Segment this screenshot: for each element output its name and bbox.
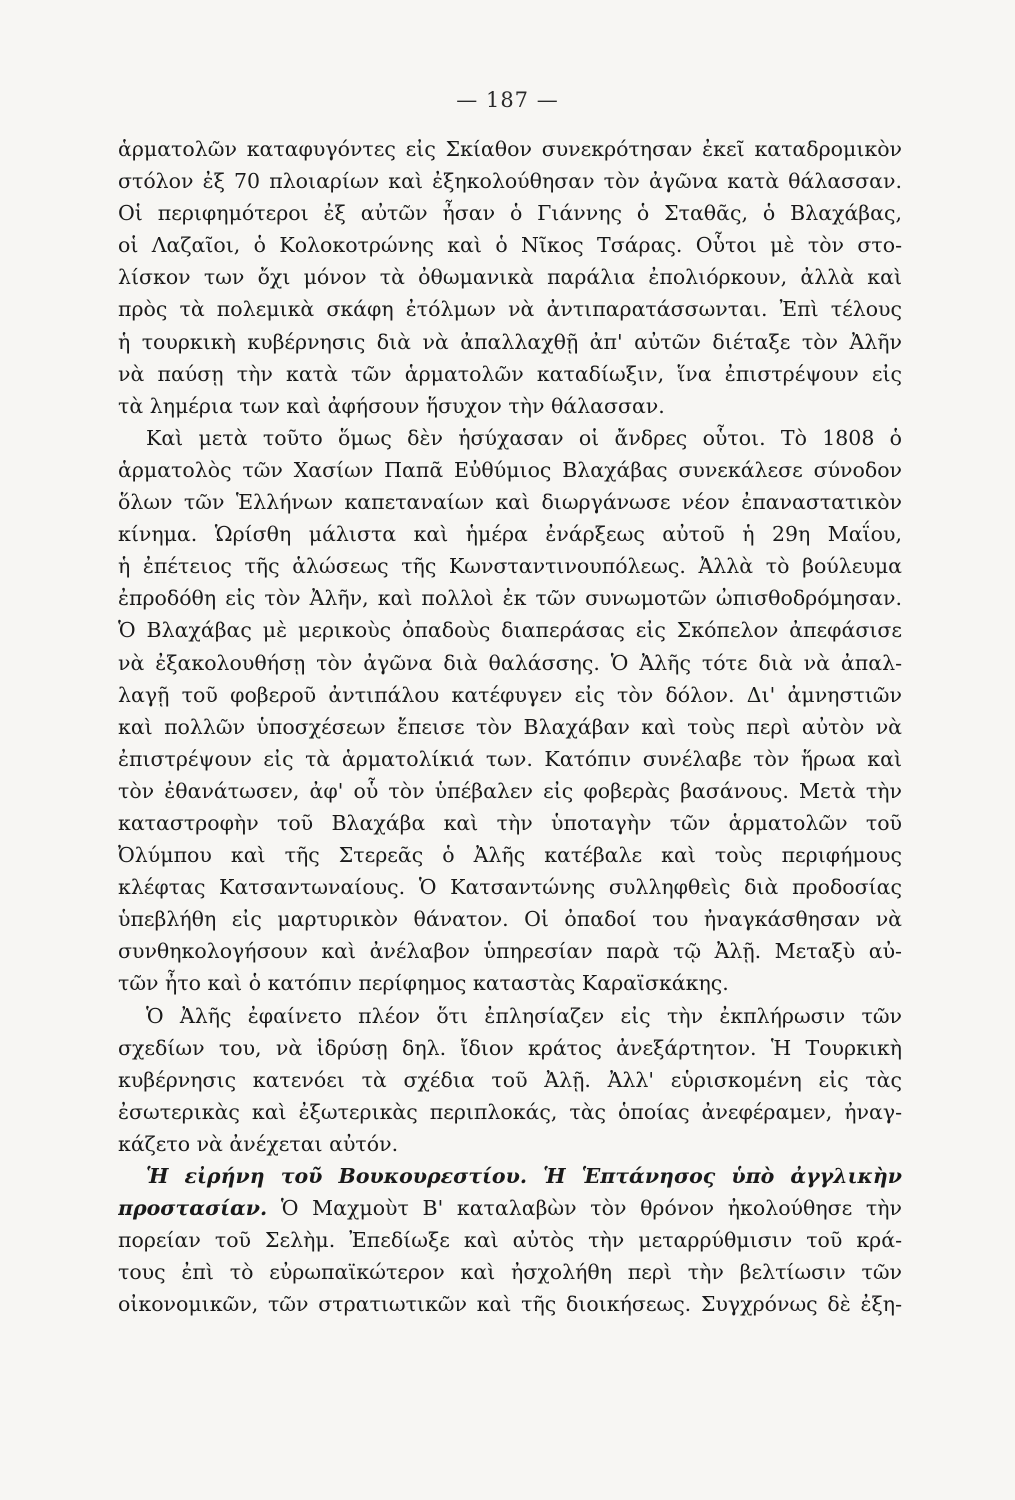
text-line: κάζετο νὰ ἀνέχεται αὐτόν. bbox=[118, 1131, 399, 1156]
section-heading-line bbox=[118, 1160, 902, 1192]
text-line: ἐσωτερικὰς καὶ ἐξωτερικὰς περιπλοκάς, τὰς ὁποίας ἀνεφέραμεν, ἠναγ- bbox=[118, 1099, 902, 1124]
text-line: λίσκον των ὄχι μόνον τὰ ὀθωμανικὰ παράλια ἐπολιόρκουν, ἀλλὰ καὶ bbox=[118, 265, 902, 290]
text-line: κίνημα. Ὡρίσθη μάλιστα καὶ ἡμέρα ἐνάρξεως αὐτοῦ ἡ 29η Μαΐου, bbox=[118, 522, 902, 547]
text-line: καὶ πολλῶν ὑποσχέσεων ἔπεισε τὸν Βλαχάβαν καὶ τοὺς περὶ αὐτὸν νὰ bbox=[118, 714, 902, 739]
text-line: ὑπεβλήθη εἰς μαρτυρικὸν θάνατον. Οἱ ὀπαδοί του ἠναγκάσθησαν νὰ bbox=[118, 907, 902, 932]
text-line: ἁρματολῶν καταφυγόντες εἰς Σκίαθον συνεκρότησαν ἐκεῖ καταδρομικὸν bbox=[118, 137, 902, 161]
text-line: οἰκονομικῶν, τῶν στρατιωτικῶν καὶ τῆς διοικήσεως. Συγχρόνως δὲ ἐξη- bbox=[118, 1292, 902, 1317]
text-line: κλέφτας Κατσαντωναίους. Ὁ Κατσαντώνης συλληφθεὶς διὰ προδοσίας bbox=[118, 875, 902, 900]
text-line: σχεδίων του, νὰ ἱδρύσῃ δηλ. ἴδιον κράτος ἀνεξάρτητον. Ἡ Τουρκικὴ bbox=[118, 1035, 902, 1060]
text-line: λαγῇ τοῦ φοβεροῦ ἀντιπάλου κατέφυγεν εἰς τὸν δόλον. Δι' ἀμνηστιῶν bbox=[118, 682, 902, 707]
text-line: ἡ τουρκικὴ κυβέρνησις διὰ νὰ ἀπαλλαχθῇ ἀπ' αὐτῶν διέταξε τὸν Ἀλῆν bbox=[118, 329, 902, 354]
text-line: τῶν ἦτο καὶ ὁ κατόπιν περίφημος καταστὰς Καραϊσκάκης. bbox=[118, 971, 729, 996]
text-line: νὰ παύσῃ τὴν κατὰ τῶν ἁρματολῶν καταδίωξιν, ἵνα ἐπιστρέψουν εἰς bbox=[118, 361, 902, 386]
text-line: νὰ ἐξακολουθήσῃ τὸν ἀγῶνα διὰ θαλάσσης. Ὁ Ἀλῆς τότε διὰ νὰ ἀπαλ- bbox=[118, 650, 902, 675]
paragraph-start-line: Καὶ μετὰ τοῦτο ὅμως δὲν ἡσύχασαν οἱ ἄνδρες οὗτοι. Τὸ 1808 ὁ bbox=[146, 425, 902, 450]
text-line: Ὀλύμπου καὶ τῆς Στερεᾶς ὁ Ἀλῆς κατέβαλε καὶ τοὺς περιφήμους bbox=[118, 843, 902, 868]
text-line: ἐπροδόθη εἰς τὸν Ἀλῆν, καὶ πολλοὶ ἐκ τῶν συνωμοτῶν ὠπισθοδρόμησαν. bbox=[118, 586, 902, 611]
section-heading-title: Ἡ εἰρήνη τοῦ Βουκουρεστίου. Ἡ Ἑπτάνησος ὑπὸ ἀγγλικὴν bbox=[146, 1164, 902, 1188]
paragraph-start-line: Ὁ Ἀλῆς ἐφαίνετο πλέον ὅτι ἐπλησίαζεν εἰς τὴν ἐκπλήρωσιν τῶν bbox=[146, 1003, 902, 1028]
text-line: τους ἐπὶ τὸ εὐρωπαϊκώτερον καὶ ἠσχολήθη περὶ τὴν βελτίωσιν τῶν bbox=[118, 1260, 902, 1285]
page-number: — 187 — bbox=[456, 88, 559, 112]
text-line: ἐπιστρέψουν εἰς τὰ ἁρματολίκιά των. Κατόπιν συνέλαβε τὸν ἥρωα καὶ bbox=[118, 746, 902, 771]
text-line: Οἱ περιφημότεροι ἐξ αὐτῶν ἦσαν ὁ Γιάννης ὁ Σταθᾶς, ὁ Βλαχάβας, bbox=[118, 201, 902, 226]
section-heading-continuation bbox=[118, 1192, 902, 1224]
section-heading-title-end: προστασίαν. bbox=[118, 1196, 268, 1221]
text-line: καταστροφὴν τοῦ Βλαχάβα καὶ τὴν ὑποταγὴν τῶν ἁρματολῶν τοῦ bbox=[118, 810, 902, 835]
text-line: τὸν ἐθανάτωσεν, ἀφ' οὗ τὸν ὑπέβαλεν εἰς φοβερὰς βασάνους. Μετὰ τὴν bbox=[118, 778, 902, 803]
text-line: πρὸς τὰ πολεμικὰ σκάφη ἐτόλμων νὰ ἀντιπαρατάσσωνται. Ἐπὶ τέλους bbox=[118, 297, 902, 322]
body-text bbox=[118, 133, 902, 1320]
text-line: πορείαν τοῦ Σελὴμ. Ἐπεδίωξε καὶ αὐτὸς τὴν μεταρρύθμισιν τοῦ κρά- bbox=[118, 1228, 902, 1253]
text-line: τὰ λημέρια των καὶ ἀφήσουν ἥσυχον τὴν θάλασσαν. bbox=[118, 393, 665, 418]
text-line: ἡ ἐπέτειος τῆς ἁλώσεως τῆς Κωνσταντινουπόλεως. Ἀλλὰ τὸ βούλευμα bbox=[118, 554, 902, 579]
text-line: ἁρματολὸς τῶν Χασίων Παπᾶ Εὐθύμιος Βλαχάβας συνεκάλεσε σύνοδον bbox=[118, 457, 902, 482]
text-line: Ὁ Βλαχάβας μὲ μερικοὺς ὀπαδοὺς διαπεράσας εἰς Σκόπελον ἀπεφάσισε bbox=[118, 618, 902, 643]
text-line: οἱ Λαζαῖοι, ὁ Κολοκοτρώνης καὶ ὁ Νῖκος Τσάρας. Οὗτοι μὲ τὸν στο- bbox=[118, 233, 902, 258]
section-text: Ὁ Μαχμοὺτ Β' καταλαβὼν τὸν θρόνον ἠκολούθησε τὴν bbox=[267, 1196, 902, 1221]
text-line: κυβέρνησις κατενόει τὰ σχέδια τοῦ Ἀλῇ. Ἀλλ' εὑρισκομένη εἰς τὰς bbox=[118, 1067, 902, 1092]
text-line: συνθηκολογήσουν καὶ ἀνέλαβον ὑπηρεσίαν παρὰ τῷ Ἀλῇ. Μεταξὺ αὐ- bbox=[118, 939, 902, 964]
text-line: στόλον ἐξ 70 πλοιαρίων καὶ ἐξηκολούθησαν τὸν ἀγῶνα κατὰ θάλασσαν. bbox=[118, 169, 902, 194]
text-line: ὅλων τῶν Ἑλλήνων καπεταναίων καὶ διωργάνωσε νέον ἐπαναστατικὸν bbox=[118, 490, 902, 515]
